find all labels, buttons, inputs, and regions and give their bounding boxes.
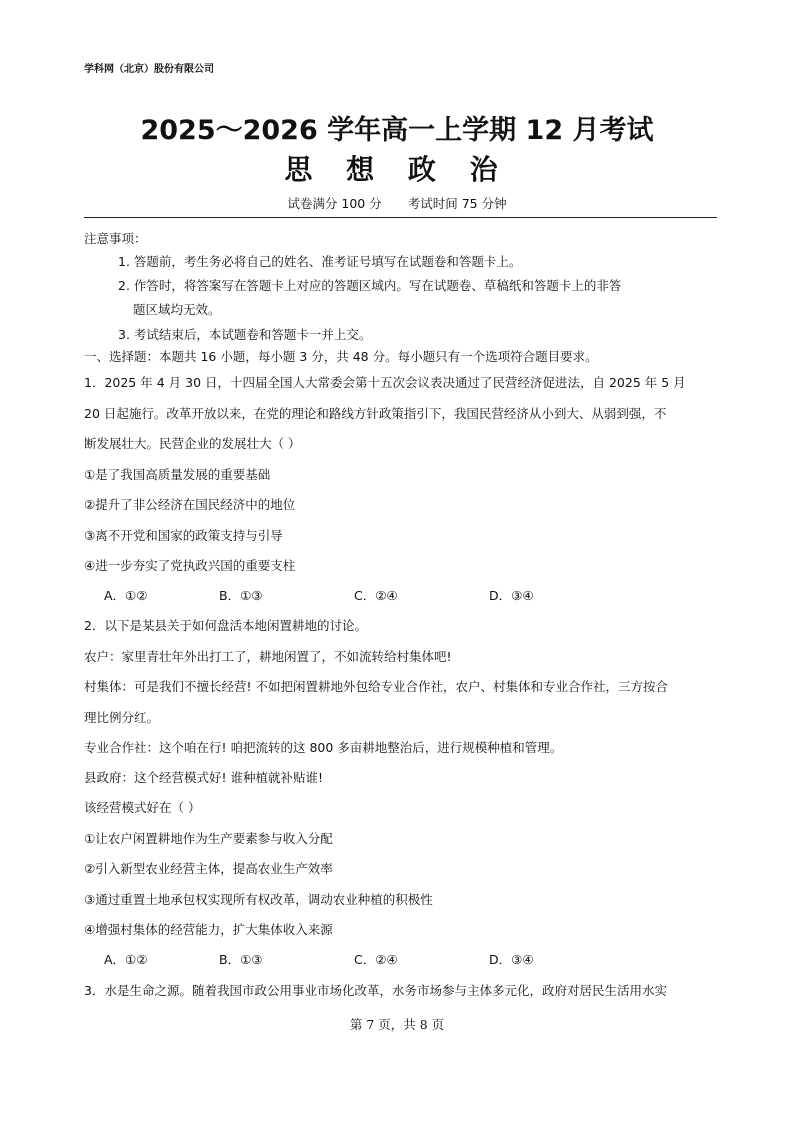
exam-duration: 考试时间 75 分钟 (407, 196, 507, 211)
q1-choice-d: D．③④ (489, 588, 534, 603)
notice-heading: 注意事项： (84, 231, 147, 246)
notice-item-2-continued: 题区域均无效。 (133, 302, 221, 317)
q2-dialogue-village-continued: 理比例分红。 (84, 710, 160, 725)
q1-stem-line-1: 1．2025 年 4 月 30 日，十四届全国人大常委会第十五次会议表决通过了民营经济促进法，自 2025 年 5 月 (84, 375, 686, 390)
q2-dialogue-farmer: 农户：家里青壮年外出打工了，耕地闲置了，不如流转给村集体吧! (84, 649, 452, 664)
q2-choice-b: B．①③ (219, 952, 263, 967)
q2-choice-c: C．②④ (354, 952, 398, 967)
page-number: 第 7 页，共 8 页 (349, 1017, 445, 1032)
notice-item-2: 2. 作答时，将答案写在答题卡上对应的答题区域内。写在试题卷、草稿纸和答题卡上的非答 (118, 278, 622, 293)
publisher-name: 学科网（北京）股份有限公司 (84, 64, 214, 75)
q1-statement-4: ④进一步夯实了党执政兴国的重要支柱 (84, 558, 296, 573)
q2-statement-1: ①让农户闲置耕地作为生产要素参与收入分配 (84, 831, 333, 846)
exam-meta (0, 194, 794, 212)
q1-statement-1: ①是了我国高质量发展的重要基础 (84, 467, 271, 482)
exam-subject: 思 想 政 治 (284, 153, 510, 186)
q2-stem: 2．以下是某县关于如何盘活本地闲置耕地的讨论。 (84, 618, 367, 633)
header-divider (84, 217, 717, 218)
q1-statement-3: ③离不开党和国家的政策支持与引导 (84, 528, 283, 543)
q1-stem-line-3: 断发展壮大。民营企业的发展壮大（ ） (84, 436, 301, 451)
q2-choice-d: D．③④ (489, 952, 534, 967)
section-heading: 一、选择题：本题共 16 小题，每小题 3 分，共 48 分。每小题只有一个选项符合题目要求。 (84, 349, 598, 364)
q1-statement-2: ②提升了非公经济在国民经济中的地位 (84, 497, 296, 512)
q2-dialogue-village: 村集体：可是我们不擅长经营! 不如把闲置耕地外包给专业合作社，农户、村集体和专业合作社，三方按合 (84, 679, 668, 694)
notice-item-3: 3. 考试结束后，本试题卷和答题卡一并上交。 (118, 327, 372, 342)
q2-statement-2: ②引入新型农业经营主体，提高农业生产效率 (84, 861, 333, 876)
notice-item-1: 1. 答题前，考生务必将自己的姓名、准考证号填写在试题卷和答题卡上。 (118, 254, 522, 269)
q2-question: 该经营模式好在（ ） (84, 800, 201, 815)
q2-dialogue-cooperative: 专业合作社：这个咱在行! 咱把流转的这 800 多亩耕地整治后，进行规模种植和管理。 (84, 740, 563, 755)
q2-statement-3: ③通过重置土地承包权实现所有权改革，调动农业种植的积极性 (84, 892, 433, 907)
q1-choice-b: B．①③ (219, 588, 263, 603)
q1-stem-line-2: 20 日起施行。改革开放以来，在党的理论和路线方针政策指引下，我国民营经济从小到大、从弱到强，不 (84, 406, 667, 421)
full-score: 试卷满分 100 分 (287, 196, 382, 211)
exam-title: 2025～2026 学年高一上学期 12 月考试 (140, 115, 654, 146)
q2-dialogue-government: 县政府：这个经营模式好! 谁种植就补贴谁! (84, 770, 323, 785)
q2-statement-4: ④增强村集体的经营能力，扩大集体收入来源 (84, 922, 333, 937)
q1-choice-a: A．①② (104, 588, 148, 603)
q2-choice-a: A．①② (104, 952, 148, 967)
q3-stem-line-1: 3．水是生命之源。随着我国市政公用事业市场化改革，水务市场参与主体多元化，政府对居民生活用水实 (84, 983, 667, 998)
q1-choice-c: C．②④ (354, 588, 398, 603)
